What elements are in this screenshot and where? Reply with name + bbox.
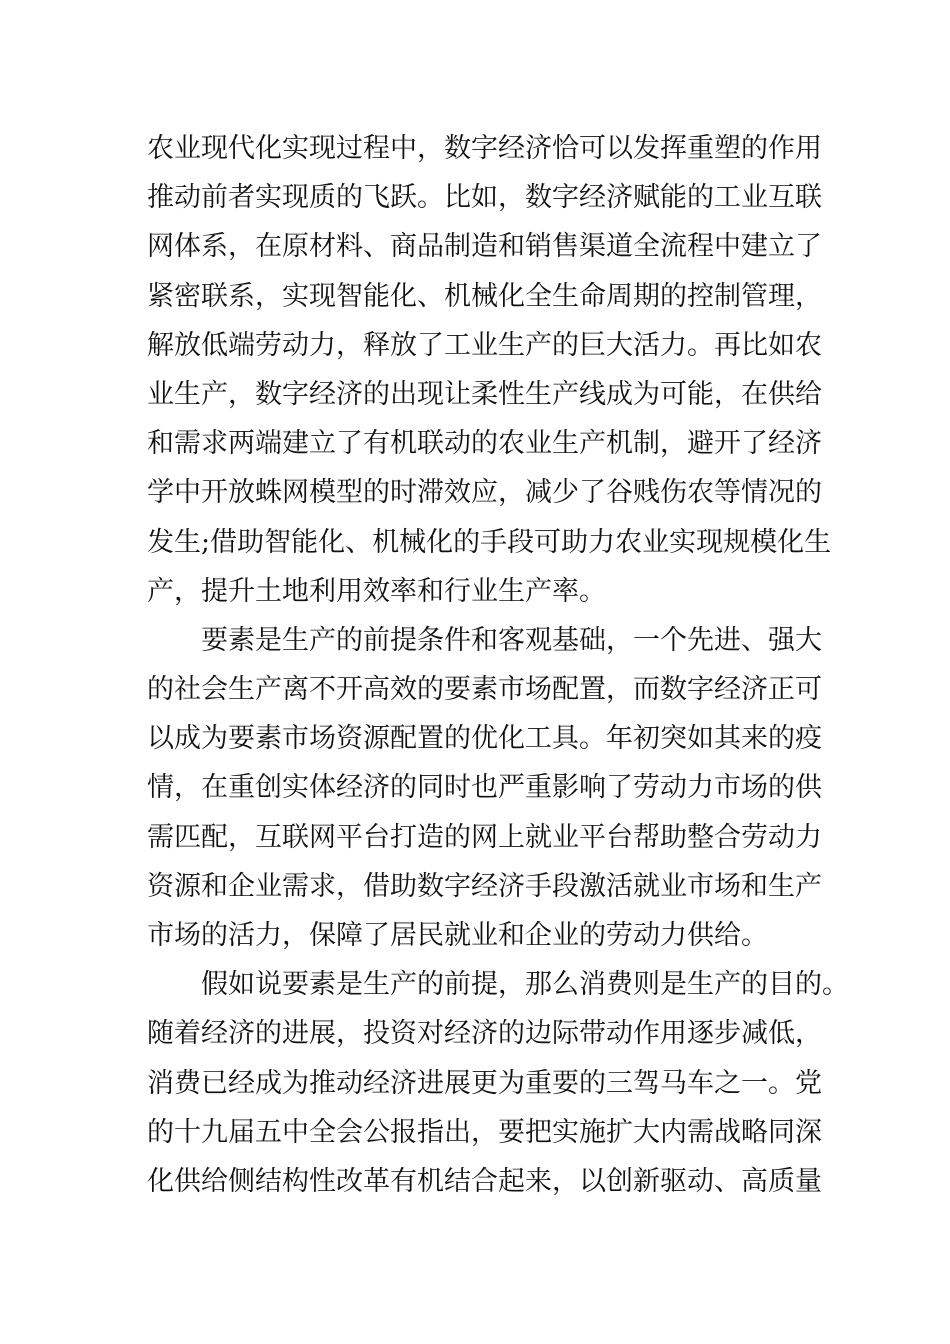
text-line: 发生;借助智能化、机械化的手段可助力农业实现规模化生 [147,526,832,558]
text-line: 资源和企业需求，借助数字经济手段激活就业市场和生产 [147,870,822,902]
text-line: 紧密联系，实现智能化、机械化全生命周期的控制管理， [147,280,822,312]
text-line: 推动前者实现质的飞跃。比如，数字经济赋能的工业互联 [147,182,822,214]
text-line: 随着经济的进展，投资对经济的边际带动作用逐步减低， [147,1018,822,1050]
text-line: 解放低端劳动力，释放了工业生产的巨大活力。再比如农 [147,329,822,361]
text-line: 业生产，数字经济的出现让柔性生产线成为可能，在供给 [147,378,822,410]
text-line: 需匹配，互联网平台打造的网上就业平台帮助整合劳动力 [147,821,822,853]
text-line: 学中开放蛛网模型的时滞效应，减少了谷贱伤农等情况的 [147,477,822,509]
paragraph-1 [147,124,832,616]
text-line: 的社会生产离不开高效的要素市场配置，而数字经济正可 [147,674,822,706]
text-line: 的十九届五中全会公报指出，要把实施扩大内需战略同深 [147,1116,822,1148]
text-line: 情，在重创实体经济的同时也严重影响了劳动力市场的供 [147,772,822,804]
text-line: 消费已经成为推动经济进展更为重要的三驾马车之一。党 [147,1067,822,1099]
text-line: 农业现代化实现过程中，数字经济恰可以发挥重塑的作用 [147,133,822,164]
text-line: 和需求两端建立了有机联动的农业生产机制，避开了经济 [147,428,822,460]
text-line: 市场的活力，保障了居民就业和企业的劳动力供给。 [147,920,768,951]
text-line: 假如说要素是生产的前提，那么消费则是生产的目的。 [201,969,849,1001]
text-line: 网体系，在原材料、商品制造和销售渠道全流程中建立了 [147,231,822,263]
paragraph-3 [147,960,849,1206]
paragraph-2 [147,616,822,960]
text-line: 化供给侧结构性改革有机结合起来，以创新驱动、高质量 [147,1165,822,1197]
body-text [147,124,849,1206]
text-line: 产，提升土地利用效率和行业生产率。 [147,575,606,607]
text-line: 要素是生产的前提条件和客观基础，一个先进、强大 [201,624,822,656]
text-line: 以成为要素市场资源配置的优化工具。年初突如其来的疫 [147,723,822,755]
